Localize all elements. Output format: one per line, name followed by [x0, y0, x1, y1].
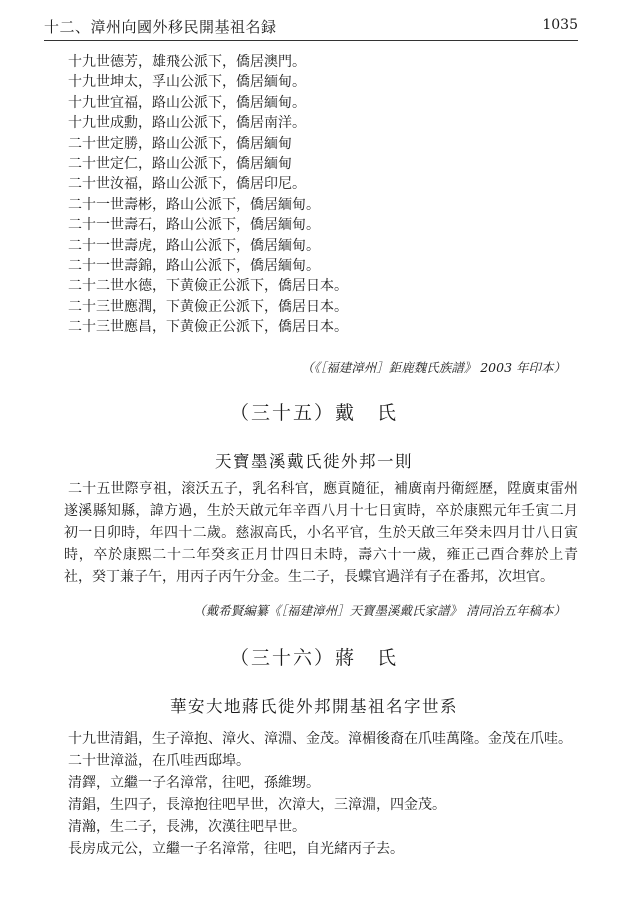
list-item: 十九世清錩，生子漳抱、漳火、漳淵、金茂。漳楣後裔在爪哇萬隆。金茂在爪哇。	[68, 731, 572, 747]
list-item: 二十一世壽石，路山公派下，僑居緬甸。	[68, 217, 320, 234]
jiang-section-title: （三十六）蔣 氏	[229, 647, 398, 669]
list-item: 二十世定仁，路山公派下，僑居緬甸	[68, 156, 292, 173]
dai-sub-title: 天寶墨溪戴氏徙外邦一則	[215, 452, 413, 471]
list-item: 二十三世應昌，下黄儉正公派下，僑居日本。	[68, 319, 348, 336]
list-item: 二十二世水德，下黄儉正公派下，僑居日本。	[68, 278, 348, 295]
dai-source-citation: （戴希賢編纂《［福建漳州］天寶墨溪戴氏家譜》 清同治五年稿本）	[193, 603, 566, 618]
list-item: 二十一世壽彬，路山公派下，僑居緬甸。	[68, 196, 320, 213]
list-item: 二十三世應潤，下黄儉正公派下，僑居日本。	[68, 298, 348, 315]
list-item: 十九世坤太，孚山公派下，僑居緬甸。	[68, 74, 306, 91]
list-item: 二十一世壽錦，路山公派下，僑居緬甸。	[68, 258, 320, 275]
list-item: 清鐸，立繼一子名漳常，往吧，孫維甥。	[68, 775, 320, 791]
jiang-entry-list	[68, 728, 572, 860]
chapter-title: 十二、漳州向國外移民開基祖名録	[44, 18, 277, 36]
list-item: 二十世汝福，路山公派下，僑居印尼。	[68, 176, 306, 193]
list-item: 長房成元公，立繼一子名漳常，往吧，自光緒丙子去。	[68, 841, 404, 857]
list-item: 十九世德芳，雄飛公派下，僑居澳門。	[68, 54, 306, 70]
list-item: 清錩，生四子，長漳抱往吧早世，次漳大，三漳淵，四金茂。	[68, 797, 446, 813]
jiang-sub-title: 華安大地蔣氏徙外邦開基祖名字世系	[170, 697, 458, 716]
list-item: 清瀚，生二子，長沸，次漢往吧早世。	[68, 819, 306, 835]
dai-section-title: （三十五）戴 氏	[229, 402, 398, 424]
list-item: 二十世漳溢，在爪哇西邸埠。	[68, 753, 250, 769]
wei-entry-list	[68, 52, 348, 338]
list-item: 二十世定勝，路山公派下，僑居緬甸	[68, 135, 292, 152]
dai-paragraph: 二十五世際亨祖，滚沃五子，乳名科官，應貢隨征，補廣南丹衛經歷，陞廣東雷州遂溪縣知縣，諱方過，生於天啟元年辛酉八月十七日寅時，卒於康熙元年壬寅二月初一日卯時，年四十二歲。慈淑高氏，小名平官，生於天啟三年癸未四月廿八日寅時，卒於康熙二十二年癸亥正月廿四日未時，壽六十一歲，雍正己酉合葬於上青社，癸丁兼子午，用丙子丙午分金。生二子，長蝶官過洋有子在番邦，次坦官。	[64, 481, 578, 585]
list-item: 十九世成勳，路山公派下，僑居南洋。	[68, 115, 306, 132]
page-number: 1035	[542, 17, 578, 33]
list-item: 二十一世壽虎，路山公派下，僑居緬甸。	[68, 237, 320, 254]
running-header	[44, 14, 578, 41]
list-item: 十九世宜福，路山公派下，僑居緬甸。	[68, 94, 306, 111]
wei-source-citation: （《［福建漳州］鉅鹿魏氏族譜》 2003 年印本）	[301, 360, 566, 375]
